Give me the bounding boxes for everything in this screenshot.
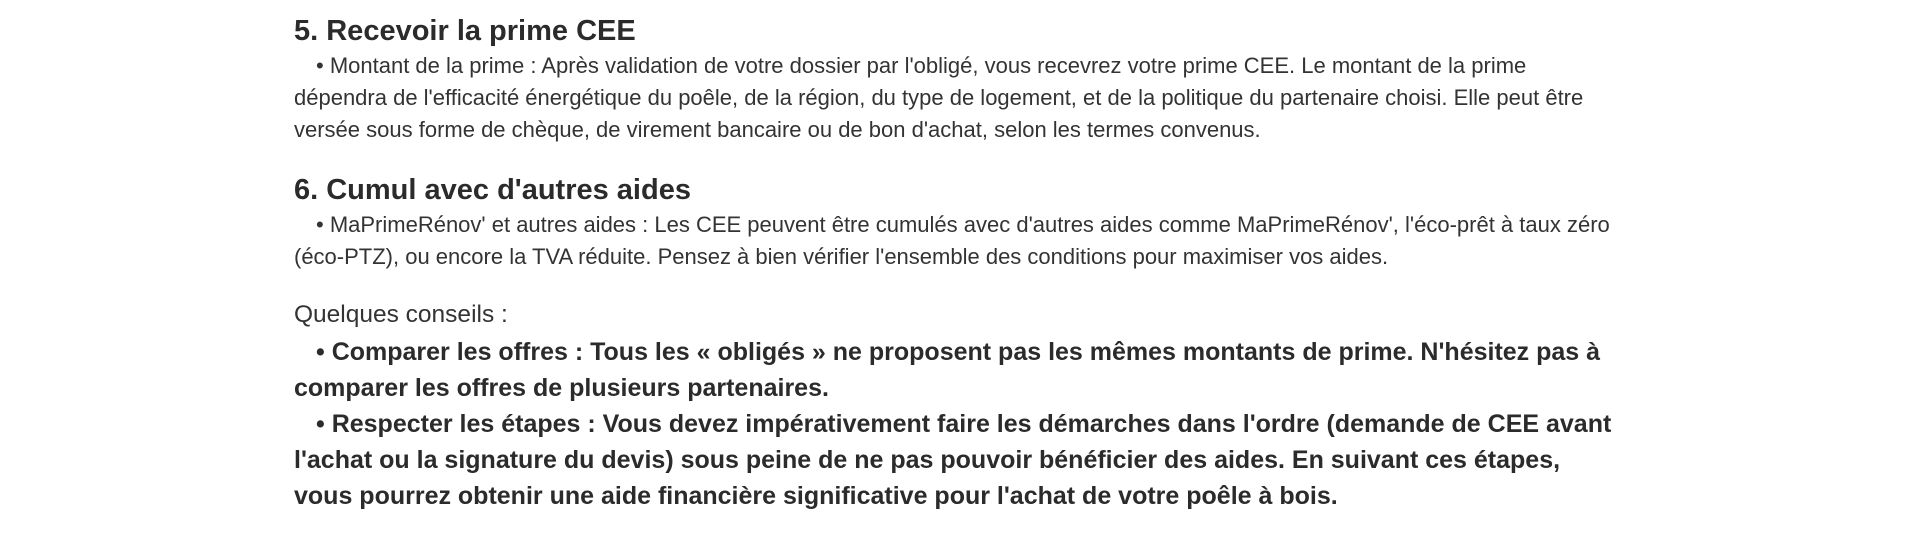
paragraph-text: • MaPrimeRénov' et autres aides : Les CEE peuvent être cumulés avec d'autres aides comme MaPrimeRénov', l'éco-prêt à taux zéro (éco-PTZ), ou encore la TVA réduite. Pensez à bien vérifier l'ensemble des conditions pour maximiser vos aides.	[294, 212, 1610, 269]
tip-text: • Respecter les étapes : Vous devez impérativement faire les démarches dans l'ordre (demande de CEE avant l'achat ou la signature du devis) sous peine de ne pas pouvoir bénéficier des aides. En suivant ces étapes, vous pourrez obtenir une aide financière significative pour l'achat de votre poêle à bois.	[294, 410, 1612, 510]
section-heading-recevoir-prime: 5. Recevoir la prime CEE	[294, 15, 636, 47]
spacer	[294, 273, 1624, 298]
tip-text: • Comparer les offres : Tous les « obligés » ne proposent pas les mêmes montants de prime. N'hésitez pas à comparer les offres de plusieurs partenaires.	[294, 338, 1601, 402]
tips-title: Quelques conseils :	[294, 301, 508, 328]
section-heading-cumul-aides: 6. Cumul avec d'autres aides	[294, 174, 691, 206]
paragraph-text: • Montant de la prime : Après validation de votre dossier par l'obligé, vous recevrez votre prime CEE. Le montant de la prime dépendra de l'efficacité énergétique du poêle, de la région, du type de logement, et de la politique du partenaire choisi. Elle peut être versée sous forme de chèque, de virement bancaire ou de bon d'achat, selon les termes convenus.	[294, 53, 1584, 142]
spacer	[294, 146, 1624, 171]
tip-item-respecter-etapes	[294, 406, 1624, 514]
section-paragraph-maprimerenov	[294, 209, 1624, 273]
tip-item-comparer-offres	[294, 334, 1624, 406]
article-content	[294, 12, 1624, 514]
section-paragraph-montant-prime	[294, 50, 1624, 146]
